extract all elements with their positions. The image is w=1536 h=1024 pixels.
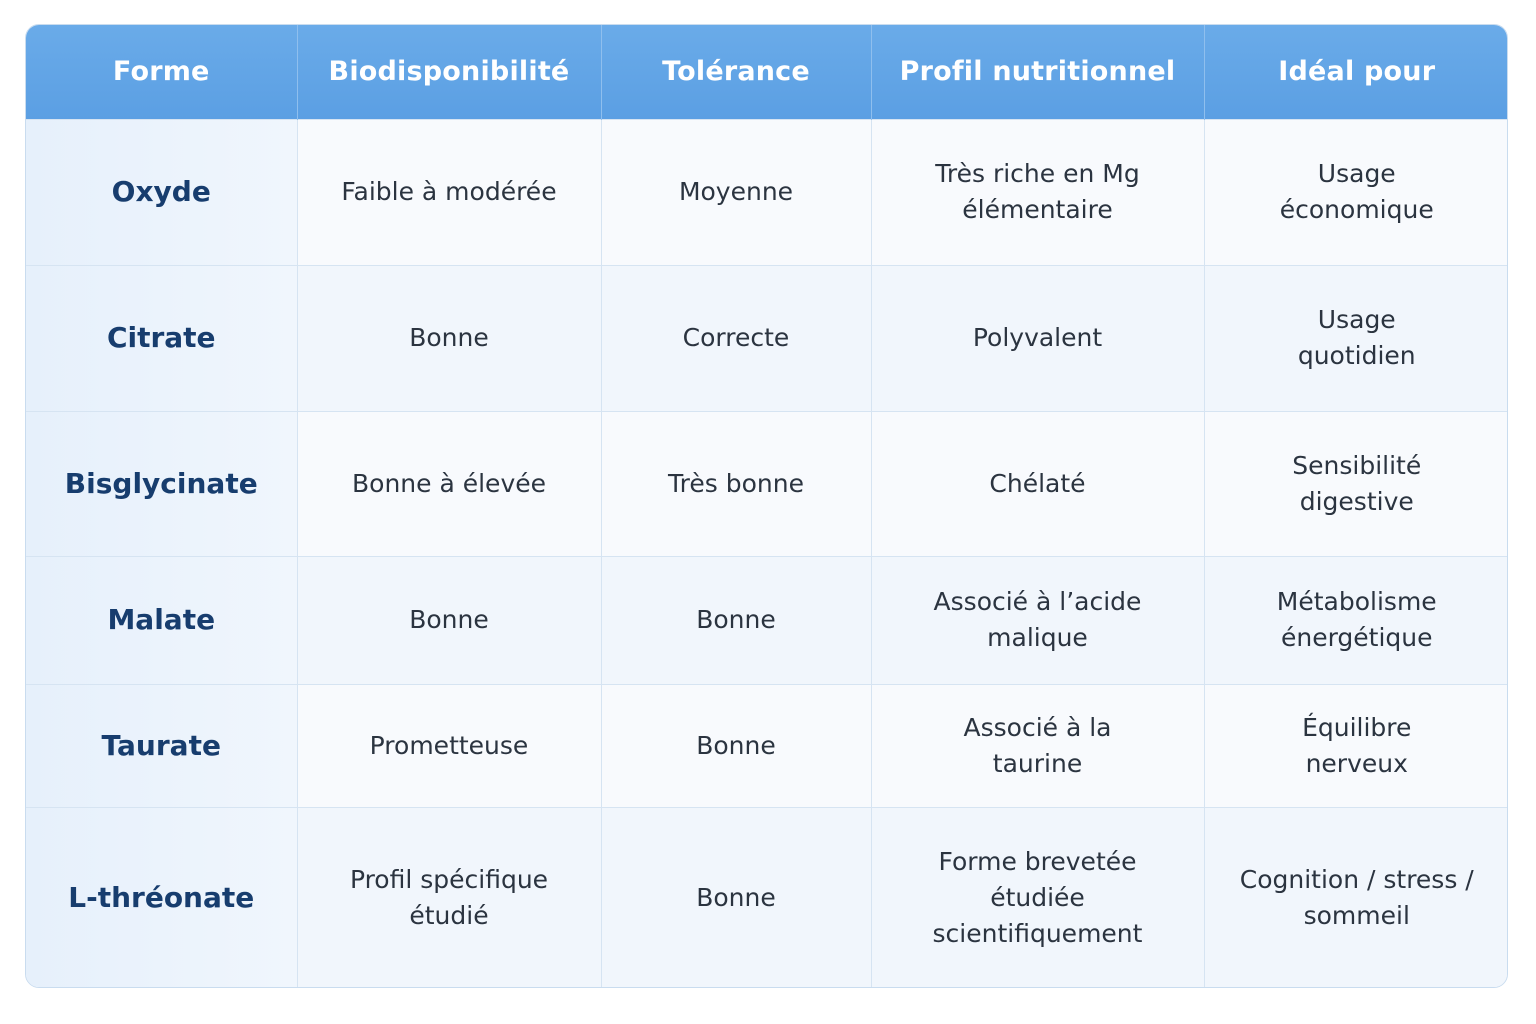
- cell-forme: Citrate: [26, 265, 297, 411]
- comparison-table: [26, 25, 1508, 988]
- cell-profil: Chélaté: [871, 411, 1204, 556]
- cell-biodisponibilite: Prometteuse: [297, 684, 601, 807]
- cell-profil: Forme brevetée étudiée scientifiquement: [871, 807, 1204, 988]
- cell-biodisponibilite: Faible à modérée: [297, 119, 601, 265]
- cell-forme: Oxyde: [26, 119, 297, 265]
- cell-ideal: Métabolisme énergétique: [1204, 556, 1508, 684]
- cell-biodisponibilite: Bonne: [297, 556, 601, 684]
- cell-tolerance: Bonne: [601, 684, 871, 807]
- cell-ideal: Cognition / stress / sommeil: [1204, 807, 1508, 988]
- header-forme: Forme: [26, 25, 297, 119]
- magnesium-forms-table: [25, 24, 1508, 988]
- cell-biodisponibilite: Profil spécifique étudié: [297, 807, 601, 988]
- cell-biodisponibilite: Bonne: [297, 265, 601, 411]
- cell-forme: Malate: [26, 556, 297, 684]
- table-row: [26, 119, 1508, 265]
- cell-profil: Associé à l’acide malique: [871, 556, 1204, 684]
- cell-tolerance: Correcte: [601, 265, 871, 411]
- cell-tolerance: Bonne: [601, 556, 871, 684]
- cell-tolerance: Bonne: [601, 807, 871, 988]
- cell-ideal: Usage quotidien: [1204, 265, 1508, 411]
- cell-ideal: Usage économique: [1204, 119, 1508, 265]
- header-profil-nutritionnel: Profil nutritionnel: [871, 25, 1204, 119]
- cell-profil: Très riche en Mg élémentaire: [871, 119, 1204, 265]
- cell-biodisponibilite: Bonne à élevée: [297, 411, 601, 556]
- cell-ideal: Sensibilité digestive: [1204, 411, 1508, 556]
- table-row: [26, 411, 1508, 556]
- table-row: [26, 807, 1508, 988]
- header-row: [26, 25, 1508, 119]
- table-row: [26, 684, 1508, 807]
- cell-forme: L-thréonate: [26, 807, 297, 988]
- cell-forme: Taurate: [26, 684, 297, 807]
- cell-ideal: Équilibre nerveux: [1204, 684, 1508, 807]
- cell-tolerance: Moyenne: [601, 119, 871, 265]
- header-ideal-pour: Idéal pour: [1204, 25, 1508, 119]
- table-row: [26, 265, 1508, 411]
- header-tolerance: Tolérance: [601, 25, 871, 119]
- cell-forme: Bisglycinate: [26, 411, 297, 556]
- cell-profil: Polyvalent: [871, 265, 1204, 411]
- cell-tolerance: Très bonne: [601, 411, 871, 556]
- table-row: [26, 556, 1508, 684]
- header-biodisponibilite: Biodisponibilité: [297, 25, 601, 119]
- cell-profil: Associé à la taurine: [871, 684, 1204, 807]
